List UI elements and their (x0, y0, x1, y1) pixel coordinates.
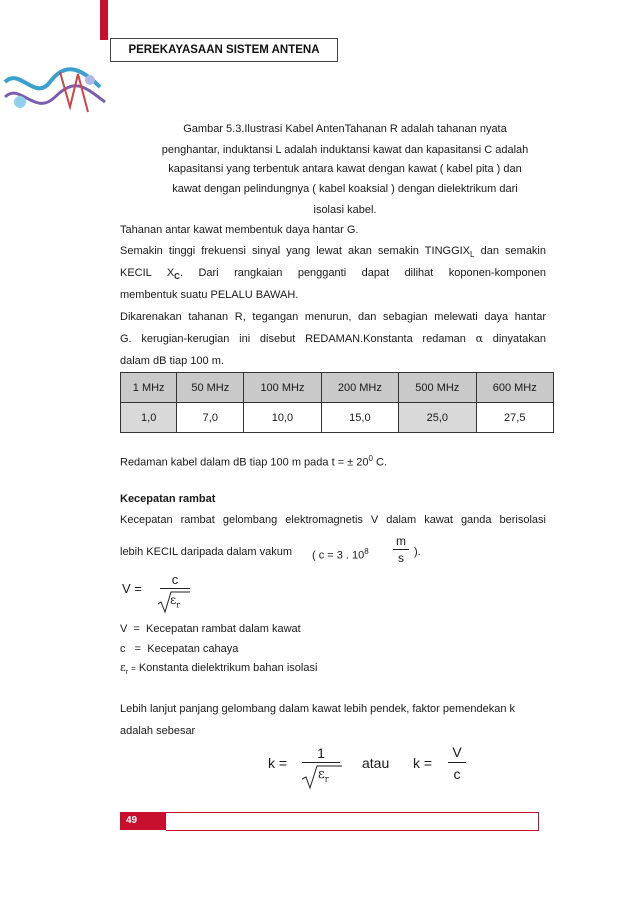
page-header-title: PEREKAYASAAN SISTEM ANTENA (110, 38, 338, 62)
header-accent-bar (100, 0, 108, 40)
table-header-row (121, 373, 554, 403)
antenna-logo-illustration (0, 62, 110, 122)
figure-caption-line-5: isolasi kabel. (313, 204, 377, 216)
definition-c: c = Kecepatan cahaya (120, 643, 239, 655)
footer-frame (166, 812, 539, 831)
speed-of-light-expression: ( c = 3 . $10^8$ (312, 547, 369, 562)
formula-atau: atau (362, 755, 390, 771)
table-header-cell: 600 MHz (476, 373, 553, 403)
table-header-cell: 200 MHz (321, 373, 398, 403)
paragraph-redaman-line-1: Dikarenakan tahanan R, tegangan menurun, dan sebagian melewati daya hantar (120, 311, 546, 323)
paragraph-frekuensi-line-1: Semakin tinggi frekuensi sinyal yang lewat akan semakin $TINGGIX_L$ dan semakin (120, 245, 546, 260)
formula-k2-lhs: k = (413, 755, 433, 771)
table-header-cell: 500 MHz (399, 373, 476, 403)
section-title: Kecepatan rambat (120, 493, 216, 505)
paragraph-daya-hantar: Tahanan antar kawat membentuk daya hantar G. (120, 224, 359, 236)
paragraph-redaman-line-2: G. kerugian-kerugian ini disebut REDAMAN.Konstanta redaman α dinyatakan (120, 332, 547, 345)
alpha-symbol: α (475, 332, 484, 345)
paragraph-frekuensi-line-2: KECIL $X_C$. Dari rangkaian pengganti dapat dilihat koponen-komponen (120, 267, 546, 282)
table-header-cell: 50 MHz (177, 373, 244, 403)
redaman-temperature-note: Redaman kabel dalam dB tiap 100 m pada t = ± $20^0$ C. (120, 454, 388, 469)
table-header-cell: 1 MHz (121, 373, 177, 403)
formula-v-lhs: V = (122, 581, 142, 596)
speed-unit-fraction: $\frac{m}{s}$ (393, 534, 409, 566)
closing-line-2: adalah sebesar (120, 725, 196, 737)
formula-k2-fraction: $\frac{V}{c}$ (448, 742, 466, 785)
formula-v-fraction: c (160, 571, 190, 589)
table-cell: 1,0 (121, 403, 177, 433)
section-paragraph-line-1: Kecepatan rambat gelombang elektromagnetis V dalam kawat ganda berisolasi (120, 514, 546, 526)
figure-caption-line-1: Gambar 5.3.Ilustrasi Kabel AntenTahanan R adalah tahanan nyata (183, 123, 507, 135)
figure-caption-line-3: kapasitansi yang terbentuk antara kawat dengan kawat ( kabel pita ) dan (168, 163, 522, 175)
formula-k1-fraction: 1 (302, 744, 340, 763)
table-row (121, 403, 554, 433)
epsilon-r-symbol-k: $\varepsilon_r$ (318, 767, 329, 784)
closing-line-1: Lebih lanjut panjang gelombang dalam kawat lebih pendek, faktor pemendekan k (120, 703, 516, 715)
table-cell: 7,0 (177, 403, 244, 433)
paragraph-redaman-line-3: dalam dB tiap 100 m. (120, 355, 224, 367)
definition-v: V = Kecepatan rambat dalam kawat (120, 623, 301, 635)
attenuation-table (120, 372, 554, 433)
paragraph-frekuensi-line-3: membentuk suatu PELALU BAWAH. (120, 289, 299, 301)
section-paragraph-line-2: lebih KECIL daripada dalam vakum (120, 546, 293, 558)
formula-k1-lhs: k = (268, 755, 288, 771)
definition-epsilon-r: $\varepsilon_r$ = Konstanta dielektrikum bahan isolasi (120, 661, 318, 677)
speed-expression-close: ). (414, 546, 421, 558)
page-number: 49 (120, 812, 166, 830)
figure-caption-line-4: kawat dengan pelindungnya ( kabel koaksial ) dengan dielektrikum dari (172, 183, 518, 195)
table-header-cell: 100 MHz (244, 373, 321, 403)
epsilon-r-symbol: $\varepsilon_r$ (170, 593, 181, 610)
table-cell: 25,0 (399, 403, 476, 433)
table-cell: 10,0 (244, 403, 321, 433)
table-cell: 15,0 (321, 403, 398, 433)
table-cell: 27,5 (476, 403, 553, 433)
figure-caption-line-2: penghantar, induktansi L adalah induktansi kawat dan kapasitansi C adalah (161, 144, 529, 156)
